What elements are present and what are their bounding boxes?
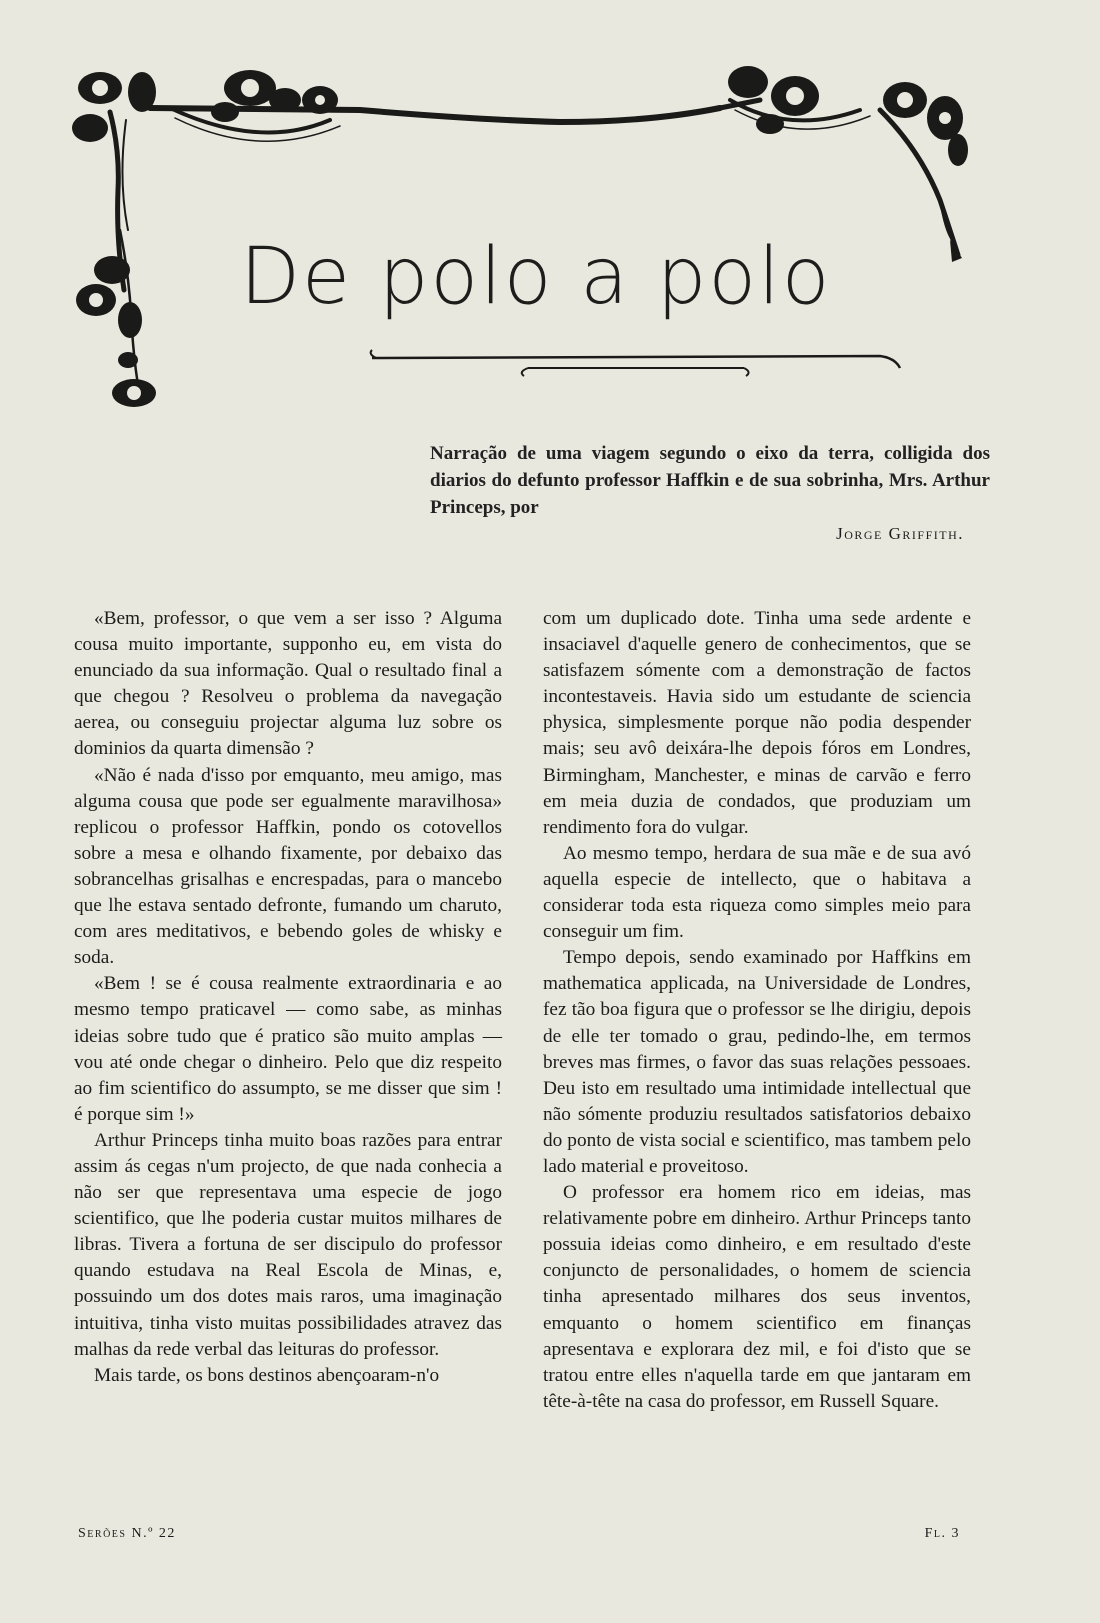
paragraph: «Bem ! se é cousa realmente extraordinaria e ao mesmo tempo praticavel — como sabe, as minhas ideias sobre tudo que é pratico são muito amplas — vou até onde chegar o dinheiro. Pelo que diz respeito ao fim scientifico do assumpto, se me disser que sim ! é porque sim !»: [74, 973, 502, 1125]
footer-issue: Serões N.º 22: [78, 1526, 176, 1541]
paragraph: Arthur Princeps tinha muito boas razões para entrar assim ás cegas n'um projecto, de que nada conhecia a não ser que representava uma especie de jogo scientifico, que lhe poderia custar muitos milhares de libras. Tivera a fortuna de ser discipulo do professor quando estudava na Real Escola de Minas, e, possuindo um dos dotes mais raros, uma imaginação intuitiva, tinha visto muitas possibilidades atravez das malhas da rede verbal das leituras do professor.: [74, 1129, 502, 1360]
author-name: Jorge Griffith.: [836, 524, 964, 543]
page-title: De polo a polo: [240, 232, 832, 322]
footer-page-number: Fl. 3: [924, 1526, 960, 1541]
paragraph: com um duplicado dote. Tinha uma sede ardente e insaciavel d'aquelle genero de conhecimentos, que se satisfazem sómente com a demonstração de factos incontestaveis. Havia sido um estudante de sciencia physica, simplesmente porque não podia despender mais; seu avô deixára-lhe depois fóros em Londres, Birmingham, Manchester, e minas de carvão e ferro em meia duzia de condados, que produziam um rendimento fora do vulgar.: [543, 608, 971, 838]
text-column-left: [74, 606, 502, 1389]
paragraph: Tempo depois, sendo examinado por Haffkins em mathematica applicada, na Universidade de Londres, fez tão boa figura que o professor se lhe dirigiu, depois de elle ter tomado o grau, pedindo-lhe, em termos breves mas firmes, o favor das suas relações pessoaes. Deu isto em resultado uma intimidade intellectual que não sómente produziu resultados satisfatorios debaixo do ponto de vista social e scientifico, mas tambem pelo lado material e proveitoso.: [543, 947, 971, 1177]
floral-garland-icon: [0, 0, 1100, 420]
text-column-right: [543, 606, 971, 1415]
paragraph: Mais tarde, os bons destinos abençoaram-n'o: [94, 1364, 440, 1386]
paragraph: Ao mesmo tempo, herdara de sua mãe e de sua avó aquella especie de intellecto, que o habitava a considerar toda esta riqueza como simples meio para conseguir um fim.: [543, 842, 971, 943]
paragraph: «Bem, professor, o que vem a ser isso ? Alguma cousa muito importante, supponho eu, em vista do enunciado da sua informação. Qual o resultado final a que chegou ? Resolveu o problema da navegação aerea, ou conseguiu projectar alguma luz sobre os dominios da quarta dimensão ?: [74, 608, 502, 760]
subtitle: Narração de uma viagem segundo o eixo da terra, colligida dos diarios do defunto professor Haffkin e de sua sobrinha, Mrs. Arthur Princeps, por: [430, 443, 990, 518]
paragraph: «Não é nada d'isso por emquanto, meu amigo, mas alguma cousa que pode ser egualmente maravilhosa» replicou o professor Haffkin, pondo os cotovellos sobre a mesa e olhando fixamente, por debaixo das sobrancelhas grisalhas e encrespadas, para o mancebo que lhe estava sentado defronte, fumando um charuto, com ares meditativos, e bebendo goles de whisky e soda.: [74, 764, 502, 969]
paragraph: O professor era homem rico em ideias, mas relativamente pobre em dinheiro. Arthur Princeps tanto possuia ideias como dinheiro, e em resultado d'este conjuncto de personalidades, o homem de sciencia tinha apresentado milhares dos seus inventos, emquanto o homem scientifico em finanças apresentava e explorara dez mil, e foi d'isto que se tratou entre elles n'aquella tarde em que jantaram em tête-à-tête na casa do professor, em Russell Square.: [543, 1182, 971, 1412]
